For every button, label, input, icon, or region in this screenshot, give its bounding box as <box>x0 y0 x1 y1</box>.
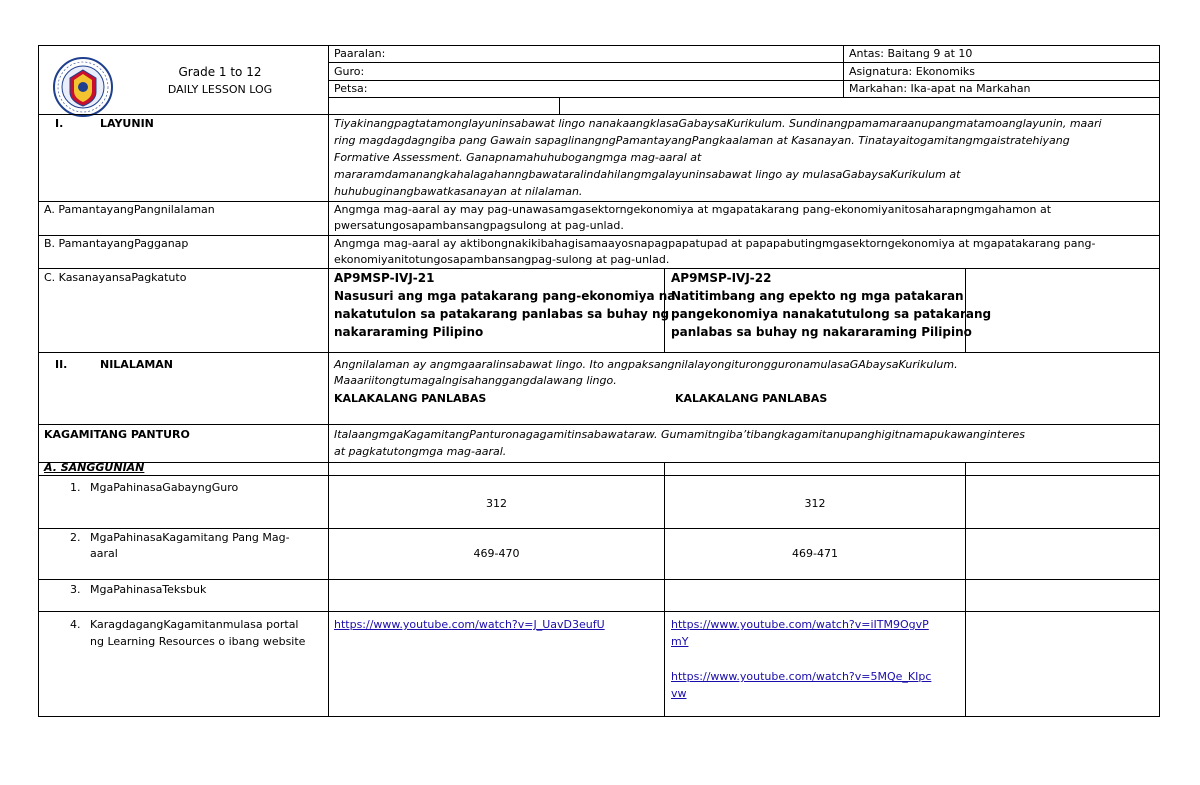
sanggunian-heading: A. SANGGUNIAN <box>44 461 145 474</box>
sanggunian-item-value-col1: 469-470 <box>473 547 520 560</box>
sanggunian-item-number: 1. <box>70 481 81 494</box>
pamantayang-pagganap-label: B. PamantayangPagganap <box>44 237 189 250</box>
pamantayang-nilalaman-label: A. PamantayangPangnilalaman <box>44 203 215 216</box>
layunin-text-line: ring magdagdagngiba pang Gawain sapaglinangngPamantayangPangkaalaman at Kasanayan. Tinatayaitogamitangmgaistratehiyang <box>334 134 1070 147</box>
sanggunian-item-label: MgaPahinasaKagamitang Pang Mag- <box>90 531 290 544</box>
youtube-link[interactable]: https://www.youtube.com/watch?v=5MQe_KIpc <box>671 670 932 683</box>
deped-seal-icon <box>52 56 114 118</box>
kasanayan-code-col2: AP9MSP-IVJ-22 <box>671 271 772 285</box>
asignatura-label: Asignatura: Ekonomiks <box>849 65 975 78</box>
guro-label: Guro: <box>334 65 365 78</box>
nilalaman-text-line: Angnilalaman ay angmgaaralinsabawat lingo. Ito angpaksangnilalayongiturongguronamulasaGAbaysaKurikulum. <box>334 358 958 371</box>
sanggunian-item-label: MgaPahinasaGabayngGuro <box>90 481 239 494</box>
youtube-link[interactable]: https://www.youtube.com/watch?v=J_UavD3eufU <box>334 618 605 631</box>
pamantayang-pagganap-line: ekonomiyanitotungosapambansangpag-sulong at pag-unlad. <box>334 253 670 266</box>
kasanayan-label: C. KasanayansaPagkatuto <box>44 271 187 284</box>
kasanayan-text-col1: nakatutulon sa patakarang panlabas sa buhay ng <box>334 307 670 321</box>
antas-label: Antas: Baitang 9 at 10 <box>849 47 973 60</box>
kagamitan-text-line: at pagkatutongmga mag-aaral. <box>334 445 507 458</box>
layunin-number: I. <box>55 117 64 130</box>
youtube-link[interactable]: vw <box>671 687 687 700</box>
sanggunian-item-label: MgaPahinasaTeksbuk <box>90 583 207 596</box>
kasanayan-text-col2: panlabas sa buhay ng nakararaming Pilipino <box>671 325 972 339</box>
layunin-heading: LAYUNIN <box>100 117 154 130</box>
nilalaman-col1-topic: KALAKALANG PANLABAS <box>334 392 487 405</box>
sanggunian-item-number: 3. <box>70 583 81 596</box>
nilalaman-heading: NILALAMAN <box>100 358 174 371</box>
sanggunian-item-number: 2. <box>70 531 81 544</box>
kasanayan-text-col1: nakararaming Pilipino <box>334 325 484 339</box>
pamantayang-pagganap-line: Angmga mag-aaral ay aktibongnakikibahagisamaayosnapagpapatupad at papapabutingmgasektorngekonomiya at mgapatakarang pang- <box>334 237 1096 250</box>
layunin-text-line: huhubuginangbawatkasanayan at nilalaman. <box>334 185 583 198</box>
sanggunian-item-number: 4. <box>70 618 81 631</box>
sanggunian-item-value-col2: 312 <box>804 497 826 510</box>
log-title: DAILY LESSON LOG <box>167 83 273 96</box>
kasanayan-text-col2: Natitimbang ang epekto ng mga patakaran <box>671 289 964 303</box>
sanggunian-item-label: ng Learning Resources o ibang website <box>90 635 306 648</box>
kagamitan-text-line: ItalaangmgaKagamitangPanturonagagamitinsabawataraw. Gumamitngiba’tibangkagamitanupanghigitnamapukawanginteres <box>334 428 1026 441</box>
grade-label: Grade 1 to 12 <box>178 65 262 79</box>
nilalaman-col2-topic: KALAKALANG PANLABAS <box>675 392 828 405</box>
sanggunian-item-value-col2: 469-471 <box>792 547 838 560</box>
sanggunian-item-value-col1: 312 <box>486 497 507 510</box>
paaralan-label: Paaralan: <box>334 47 386 60</box>
layunin-text-line: Tiyakinangpagtatamonglayuninsabawat lingo nanakaangklasaGabaysaKurikulum. Sundinangpamamaraanupangmatamoanglayunin, maari <box>334 117 1102 130</box>
sanggunian-item-label: KaragdagangKagamitanmulasa portal <box>90 618 299 631</box>
youtube-link[interactable]: https://www.youtube.com/watch?v=iITM9OgvP <box>671 618 929 631</box>
pamantayang-nilalaman-line: pwersatungosapambansangpagsulong at pag-unlad. <box>334 219 624 232</box>
youtube-link[interactable]: mY <box>671 635 689 648</box>
kasanayan-code-col1: AP9MSP-IVJ-21 <box>334 271 435 285</box>
sanggunian-item-label: aaral <box>90 547 118 560</box>
kasanayan-text-col1: Nasusuri ang mga patakarang pang-ekonomiya na <box>334 289 676 303</box>
kagamitan-heading: KAGAMITANG PANTURO <box>44 428 190 441</box>
layunin-text-line: Formative Assessment. Ganapnamahuhubogangmga mag-aaral at <box>334 151 702 164</box>
layunin-text-line: mararamdamanangkahalagahanngbawataralindahilangmgalayuninsabawat lingo ay mulasaGabaysaKurikulum at <box>334 168 961 181</box>
nilalaman-text-line: Maaariitongtumagalngisahanggangdalawang lingo. <box>334 374 617 387</box>
markahan-label: Markahan: Ika-apat na Markahan <box>849 82 1031 95</box>
pamantayang-nilalaman-line: Angmga mag-aaral ay may pag-unawasamgasektorngekonomiya at mgapatakarang pang-ekonomiyanitosaharapngmgahamon at <box>334 203 1052 216</box>
nilalaman-number: II. <box>55 358 68 371</box>
petsa-label: Petsa: <box>334 82 368 95</box>
kasanayan-text-col2: pangekonomiya nanakatutulong sa patakarang <box>671 307 992 321</box>
